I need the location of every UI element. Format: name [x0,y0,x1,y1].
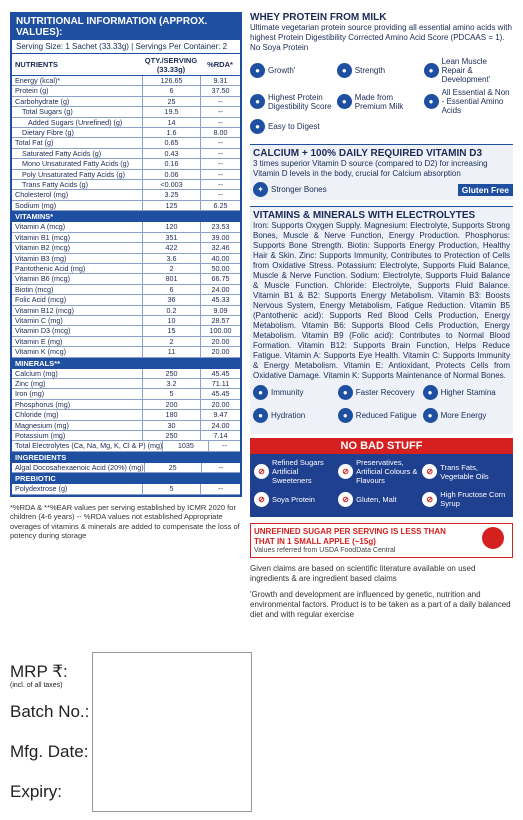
nutrient-rda: 9.09 [200,306,240,315]
no-icon: ⊘ [422,492,437,507]
nutrient-rda: -- [200,118,240,127]
table-row [12,337,240,347]
nutrient-rda: 23.53 [200,222,240,231]
nutrient-qty: 126.65 [142,76,200,85]
vitamins-label: VITAMINS* [12,211,240,222]
nutrient-qty: 3.2 [142,379,200,388]
table-row [12,400,240,410]
nutrient-name: Iron (mg) [15,389,45,399]
no-bad-label: Preservatives, Artificial Colours & Flavours [356,458,418,485]
table-row [12,97,240,107]
prebiotic-label: PREBIOTIC [12,473,240,484]
nutrient-qty: 1035 [162,441,208,450]
nutrient-rda: -- [200,484,240,493]
nutrient-qty: 3.25 [142,190,200,199]
nutrient-name: Carbohydrate (g) [15,96,70,106]
nutrient-name: Vitamin B2 (mcg) [15,243,70,253]
nutrient-name: Zinc (mg) [15,378,46,388]
nutrient-qty: 2 [142,264,200,273]
nutrient-name: Potassium (mg) [15,431,66,440]
growth-icon: ● [250,63,265,78]
nutrient-rda: 39.00 [200,233,240,242]
no-icon: ⊘ [422,464,437,479]
no-bad-items [250,454,513,513]
table-row [12,347,240,357]
main-rows [12,76,240,211]
no-bad-label: Soya Protein [272,494,315,504]
nutrient-qty: 125 [142,201,200,210]
expiry-label: Expiry: [10,782,62,801]
nutrient-name: Energy (kcal)* [15,76,61,85]
nutrient-rda: 32.46 [200,243,240,252]
stamina-icon: ● [423,385,438,400]
table-row [12,389,240,399]
benefit-item [338,385,423,400]
nutrient-qty: 180 [142,410,200,419]
table-row [12,149,240,159]
nutrient-qty: 15 [142,326,200,335]
nutrient-name: Magnesium (mg) [15,420,69,430]
nutrient-qty: 422 [142,243,200,252]
no-bad-label: Trans Fats, Vegetable Oils [440,462,489,481]
benefit-label: Faster Recovery [355,388,415,397]
nutrition-title: NUTRITIONAL INFORMATION (APPROX. VALUES): [12,14,240,40]
no-bad-label: Refined Sugars Artificial Sweeteners [272,458,324,485]
bones-row [253,182,510,197]
sugar-title: UNREFINED SUGAR PER SERVING IS LESS THAN THAT IN 1 SMALL APPLE (~15g) [254,527,446,546]
nutrient-qty: 1.6 [142,128,200,137]
table-row [12,306,240,316]
benefit-label: Immunity [271,388,304,397]
mineral-rows [12,369,240,452]
strength-icon: ● [337,63,352,78]
benefit-item [424,57,511,84]
nutrient-name: Total Fat (g) [15,138,54,148]
nutrient-rda: 50.00 [200,264,240,273]
table-row [12,138,240,148]
nutrient-name: Vitamin C (mg) [15,315,63,325]
benefits-panel [250,12,513,620]
benefit-label: Highest Protein Digestibility Score [268,92,332,111]
nutrient-name: Vitamin B12 (mcg) [15,305,74,315]
nutrient-rda: -- [200,159,240,168]
table-row [12,463,240,473]
nutrient-name: Vitamin B1 (mcg) [15,232,70,242]
nutrient-qty: <0.003 [142,180,200,189]
nutrient-qty: 0.2 [142,306,200,315]
nutrient-qty: 0.06 [142,170,200,179]
benefit-label: Made from Premium Milk [354,92,404,111]
benefit-label: Lean Muscle Repair & Development' [441,57,491,84]
benefit-label: Easy to Digest [268,122,320,131]
nutrient-qty: 200 [142,400,200,409]
recovery-icon: ● [338,385,353,400]
table-row [12,180,240,190]
table-row [12,379,240,389]
nutrient-name: Vitamin D3 (mcg) [15,326,71,336]
muscle-icon: ● [424,63,439,78]
nutrient-rda: -- [200,190,240,199]
benefit-item [250,57,337,84]
print-area [10,652,244,812]
nutrient-name: Calcium (mg) [15,368,58,378]
table-row [12,118,240,128]
benefit-item [424,88,511,115]
nutrient-name: Saturated Fatty Acids (g) [22,148,102,158]
table-row [12,190,240,200]
benefit-item [250,88,337,115]
nutrient-rda: 100.00 [200,326,240,335]
table-row [12,369,240,379]
nutrient-rda: 37.50 [200,86,240,95]
no-icon: ⊘ [254,492,269,507]
nutrient-rda: 9.47 [200,410,240,419]
whey-benefits [250,57,513,138]
calcium-title: CALCIUM + 100% DAILY REQUIRED VITAMIN D3 [253,148,483,159]
table-row [12,201,240,211]
benefit-label: Hydration [271,411,306,420]
nutrient-name: Poly Unsaturated Fatty Acids (g) [22,169,126,179]
nutrient-name: Protein (g) [15,86,49,96]
energy-icon: ● [423,408,438,423]
mrp-text: MRP ₹: [10,662,68,681]
col-nutrients: NUTRIENTS [15,60,58,69]
nutrient-name: Total Sugars (g) [22,107,73,117]
vitmin-benefits [253,385,510,431]
sugar-box [250,523,513,558]
nutrient-qty: 36 [142,295,200,304]
table-row [12,410,240,420]
nutrient-qty: 120 [142,222,200,231]
no-bad-stuff [250,438,513,517]
nutrient-rda: 20.00 [200,347,240,356]
nutrient-rda: 6.25 [200,201,240,210]
nutrient-rda: 45.33 [200,295,240,304]
nutrient-name: Algal Docosahexaenoic Acid (20%) (mg) [15,462,144,472]
benefit-label: All Essential & Non - Essential Amino Acids [441,88,510,115]
benefit-item [337,88,424,115]
nutrient-rda: -- [201,463,240,472]
bone-icon: ✦ [253,182,268,197]
mfg-label: Mfg. Date: [10,742,89,761]
nutrient-name: Phosphorus (mg) [15,399,71,409]
nutrient-qty: 10 [142,316,200,325]
apple-icon [482,527,504,549]
digest-icon: ● [250,119,265,134]
nutrient-rda: 7.14 [200,431,240,440]
table-row [12,233,240,243]
nutrient-qty: 25 [144,463,201,472]
nutrient-rda: 8.00 [200,128,240,137]
no-icon: ⊘ [254,464,269,479]
nutrient-name: Chloride (mg) [15,410,59,420]
table-row [12,86,240,96]
benefit-label: Reduced Fatigue [355,411,417,420]
sugar-source: Values referred from USDA FoodData Central [254,547,396,554]
calcium-desc: 3 times superior Vitamin D source (compared to D2) for increasing Vitamin D levels in the body, crucial for Calcium absorption [253,159,488,178]
table-row [12,170,240,180]
nutrient-qty: 6 [142,285,200,294]
nutrient-rda: 45.45 [200,369,240,378]
nutrient-qty: 801 [142,274,200,283]
no-bad-label: High Fructose Corn Syrup [440,490,506,508]
benefit-item [423,408,508,423]
nutrient-name: Pantothenic Acid (mg) [15,263,86,273]
nutrient-rda: -- [200,170,240,179]
print-box [92,652,252,812]
mrp-sub: (incl. of all taxes) [10,682,63,689]
nutrient-qty: 250 [142,431,200,440]
amino-icon: ● [424,94,439,109]
nutrient-name: Dietary Fibre (g) [22,128,74,138]
nutrient-qty: 19.5 [142,107,200,116]
benefit-item [423,385,508,400]
nutrient-name: Folic Acid (mcg) [15,295,67,305]
nutrient-name: Sodium (mg) [15,200,57,210]
nutrient-qty: 30 [142,421,200,430]
table-row [12,441,240,451]
nutrient-name: Cholesterol (mg) [15,190,69,200]
table-row [12,431,240,441]
score-icon: ● [250,94,265,109]
nutrient-name: Biotin (mcg) [15,284,54,294]
nutrient-name: Vitamin B6 (mcg) [15,274,70,284]
no-icon: ⊘ [338,464,353,479]
no-bad-item [254,458,338,485]
nutrient-name: Added Sugars (Unrefined) (g) [28,117,123,127]
vitmin-desc: Iron: Supports Oxygen Supply. Magnesium: Electrolyte, Supports Strong Bones, Muscle & Nerve Function, Energy Production. Phosphorus: Supports Bone Strength. Biotin: Supports Energy Production, Healthy Hair & Skin. Zinc: Supports Immunity, Contributes to Protection of Cells from Oxidative Stress. Potassium: Electrolyte, Supports Fluid Balance, Muscle & Nerve Function. Sodium: Electrolyte, Supports Fluid Balance & Muscle Function. Chloride: Electrolyte, Supports Fluid Balance. Vitamin B1 & B2: Supports Energy Metabolism. Vitamin B3: Boosts Nervous System, Energy Metabolism, Fatigue Reduction. Vitamin B5 (Pantothenic acid): Supports Red Blood Cells Production, Energy Metabolism. Vitamin B6: Supports Blood Cells Production, Energy Metabolism. Vitamin B9 (Folic acid): Contributes to Normal Blood Formation. Vitamin B12: Supports Brain Function, Helps Reduce Fatigue. Vitamin A: Supports Eye Health. Vitamin C: Supports Immunity & Energy Metabolism. Vitamin E: Antioxidant, Protects Cells from Oxidative Damage. Vitamin K: Supports Maintenance of Normal Bones. [253,221,510,380]
table-row [12,264,240,274]
nutrient-rda: 9.31 [200,76,240,85]
nutrient-qty: 0.16 [142,159,200,168]
nutrient-rda: -- [200,97,240,106]
nutrient-qty: 14 [142,118,200,127]
fatigue-icon: ● [338,408,353,423]
col-qty: QTY./SERVING (33.33g) [144,55,198,74]
table-row [12,128,240,138]
nutrient-qty: 250 [142,369,200,378]
gluten-free-badge: Gluten Free [458,184,513,196]
table-row [12,484,240,494]
table-row [12,285,240,295]
rda-footnote: *%RDA & **%EAR values per serving established by ICMR 2020 for children (4-6 years) -- %RDA values not established Appropriate overages of vitamins & minerals are added to compensate the loss of potency during storage [10,502,240,541]
benefit-label: Higher Stamina [440,388,496,397]
nutrient-name: Mono Unsaturated Fatty Acids (g) [22,159,130,169]
nutrient-qty: 3.6 [142,254,200,263]
nutrient-qty: 6 [142,86,200,95]
no-bad-item [422,458,506,485]
table-row [12,159,240,169]
nutrition-table [10,12,242,497]
ingredient-rows [12,463,240,473]
nutrient-qty: 351 [142,233,200,242]
table-row [12,222,240,232]
nutrient-name: Vitamin K (mcg) [15,347,66,357]
batch-label: Batch No.: [10,702,90,721]
nutrient-qty: 2 [142,337,200,346]
table-row [12,76,240,86]
table-row [12,316,240,326]
no-bad-item [422,490,506,508]
prebiotic-rows [12,484,240,494]
table-row [12,421,240,431]
benefit-label: Strength [354,66,386,75]
claim-1: Given claims are based on scientific literature available on used ingredients & are ingredient based claims [250,564,476,583]
hydration-icon: ● [253,408,268,423]
benefit-item [253,408,338,423]
minerals-label: MINERALS** [12,358,240,369]
no-bad-item [338,458,422,485]
table-row [12,274,240,284]
no-bad-item [338,490,422,508]
vitmin-section [250,206,513,434]
nutrient-rda: -- [208,441,240,450]
immunity-icon: ● [253,385,268,400]
nutrient-rda: -- [200,180,240,189]
no-bad-item [254,490,338,508]
nutrient-rda: 28.57 [200,316,240,325]
nutrient-name: Polydextrose (g) [15,484,68,494]
benefit-item [253,385,338,400]
vitamin-rows [12,222,240,357]
nutrient-qty: 5 [142,389,200,398]
claim-2: 'Growth and development are influenced by genetic, nutrition and environmental factors. Product is to be taken as a part of a daily balanced diet and with regular exercise [250,590,511,619]
nutrient-name: Vitamin B3 (mg) [15,253,67,263]
nutrient-rda: -- [200,149,240,158]
ingredients-label: INGREDIENTS [12,452,240,463]
table-row [12,295,240,305]
calcium-section [250,144,513,200]
table-row [12,326,240,336]
nutrient-name: Total Electrolytes (Ca, Na, Mg, K, Cl & P) (mg) [15,441,163,451]
whey-title: WHEY PROTEIN FROM MILK [250,12,387,23]
table-row [12,254,240,264]
table-row [12,243,240,253]
whey-desc: Ultimate vegetarian protein source providing all essential amino acids with highest Protein Digestibility Corrected Amino Acid Score (PDCAAS = 1). No Soya Protein [250,23,512,52]
benefit-label: Growth' [268,66,296,75]
nutrient-rda: 45.45 [200,389,240,398]
nutrient-name: Trans Fatty Acids (g) [22,180,89,190]
nutrient-rda: -- [200,107,240,116]
nutrient-rda: 24.00 [200,285,240,294]
nutrient-name: Vitamin E (mg) [15,336,63,346]
table-row [12,107,240,117]
nutrient-name: Vitamin A (mcg) [15,222,66,232]
nutrient-qty: 5 [142,484,200,493]
no-bad-title: NO BAD STUFF [250,438,513,454]
benefit-item [337,57,424,84]
nutrient-rda: 24.00 [200,421,240,430]
nutrient-rda: 20.00 [200,337,240,346]
no-icon: ⊘ [338,492,353,507]
milk-icon: ● [337,94,352,109]
benefit-item [250,119,337,134]
nutrient-rda: 20.00 [200,400,240,409]
nutrient-rda: 40.00 [200,254,240,263]
nutrient-qty: 25 [142,97,200,106]
no-bad-label: Gluten, Malt [356,494,397,504]
nutrient-rda: -- [200,138,240,147]
nutrient-qty: 11 [142,347,200,356]
table-header [12,54,240,76]
nutrient-rda: 71.11 [200,379,240,388]
bones-label: Stronger Bones [271,185,327,194]
nutrient-rda: 66.75 [200,274,240,283]
nutrition-panel [10,12,242,541]
nutrient-qty: 0.65 [142,138,200,147]
col-rda: %RDA* [207,60,233,69]
vitmin-title: VITAMINS & MINERALS WITH ELECTROLYTES [253,210,476,221]
benefit-item [338,408,423,423]
nutrient-qty: 0.43 [142,149,200,158]
benefit-label: More Energy [440,411,487,420]
serving-info: Serving Size: 1 Sachet (33.33g) | Servings Per Container: 2 [12,40,240,54]
